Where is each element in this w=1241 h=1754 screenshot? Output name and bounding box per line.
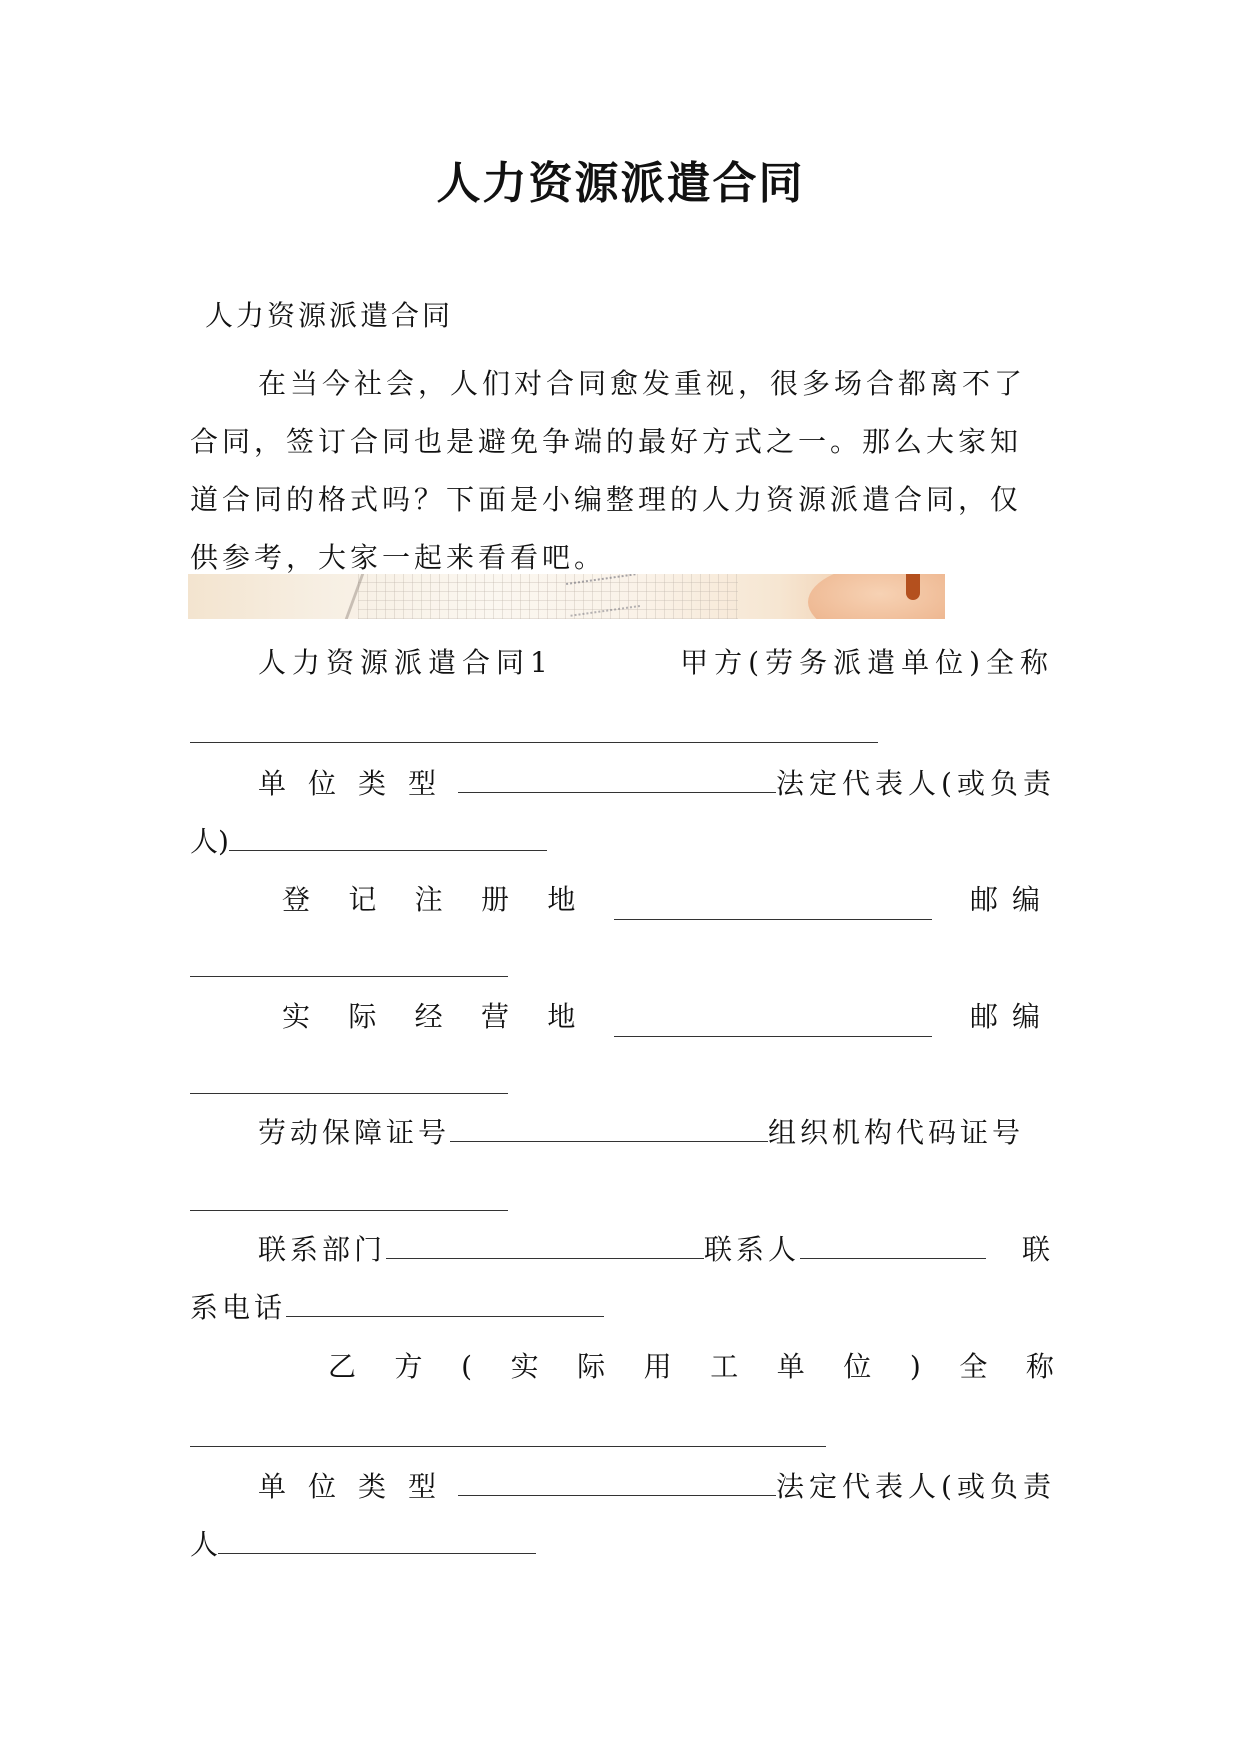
party-b-char: 工 (710, 1350, 739, 1383)
legal-rep-blank (229, 822, 547, 851)
party-b-char: 全 (959, 1350, 988, 1383)
document-subtitle: 人力资源派遣合同 (205, 299, 454, 332)
party-a-full-name-blank (190, 742, 878, 743)
party-b-full-name-blank (190, 1446, 826, 1447)
intro-line: 供参考，大家一起来看看吧。 (190, 541, 607, 574)
contact-line (258, 1230, 1054, 1270)
business-place-char: 经 (414, 1000, 443, 1033)
business-place-line (282, 997, 1054, 1037)
unit-type-label: 单位类型 (258, 767, 459, 800)
legal-rep-blank (218, 1525, 536, 1554)
decorative-photo (188, 574, 945, 619)
postcode-label: 邮编 (969, 883, 1054, 916)
org-code-label: 组织机构代码证号 (768, 1116, 1025, 1149)
unit-type-line-a (258, 764, 1056, 804)
unit-type-blank (458, 764, 776, 793)
postcode-label: 邮编 (969, 1000, 1054, 1033)
registered-place-char: 注 (414, 883, 443, 916)
intro-line: 道合同的格式吗？下面是小编整理的人力资源派遣合同，仅 (190, 483, 1023, 516)
unit-type-label: 单位类型 (258, 1470, 459, 1503)
legal-rep-tail: 人 (190, 1528, 219, 1561)
intro-line: 合同，签订合同也是避免争端的最好方式之一。那么大家知 (190, 425, 1023, 458)
registered-place-line (282, 880, 1054, 920)
legal-rep-label: 法定代表人(或负责 (776, 767, 1056, 800)
business-place-char: 营 (480, 1000, 509, 1033)
business-place-char: 际 (348, 1000, 377, 1033)
party-b-char: 实 (510, 1350, 539, 1383)
party-b-char: 位 (843, 1350, 872, 1383)
legal-rep-label: 法定代表人(或负责 (776, 1470, 1056, 1503)
intro-paragraph (190, 355, 1054, 587)
party-b-char: ) (909, 1350, 921, 1383)
registered-place-char: 登 (282, 883, 311, 916)
unit-type-line-b (258, 1467, 1056, 1507)
business-postcode-blank (190, 1093, 508, 1094)
party-b-char: 用 (643, 1350, 672, 1383)
party-b-full-name-line (328, 1347, 1054, 1387)
business-place-char: 地 (547, 1000, 576, 1033)
unit-type-blank (458, 1467, 776, 1496)
business-place-blank (614, 1008, 932, 1037)
labor-cert-line (258, 1113, 1024, 1153)
party-b-char: 单 (776, 1350, 805, 1383)
org-code-blank (190, 1210, 508, 1211)
party-b-char: ( (461, 1350, 473, 1383)
legal-rep-line-b (190, 1525, 536, 1565)
legal-rep-line-a (190, 822, 547, 862)
contact-tel-blank (286, 1288, 604, 1317)
contract-heading: 人力资源派遣合同1 (258, 646, 554, 679)
contact-dept-label: 联系部门 (258, 1233, 387, 1266)
registered-place-blank (614, 891, 932, 920)
registered-place-char: 地 (547, 883, 576, 916)
contract-heading-line (258, 643, 1054, 683)
contact-person-blank (800, 1230, 986, 1259)
party-a-full-name-label: 甲方(劳务派遣单位)全称 (680, 646, 1054, 679)
labor-cert-label: 劳动保障证号 (258, 1116, 451, 1149)
contact-tel-label-start: 联 (1021, 1233, 1054, 1266)
contact-dept-blank (386, 1230, 704, 1259)
contact-person-label: 联系人 (704, 1233, 801, 1266)
party-b-char: 乙 (328, 1350, 357, 1383)
contact-tel-line (190, 1288, 604, 1328)
labor-cert-blank (450, 1113, 768, 1142)
intro-line: 在当今社会，人们对合同愈发重视，很多场合都离不了 (258, 367, 1027, 400)
registered-postcode-blank (190, 976, 508, 977)
contact-tel-label: 系电话 (190, 1291, 287, 1324)
registered-place-char: 记 (348, 883, 377, 916)
party-b-char: 称 (1025, 1350, 1054, 1383)
registered-place-char: 册 (480, 883, 509, 916)
business-place-char: 实 (282, 1000, 311, 1033)
document-title: 人力资源派遣合同 (436, 158, 805, 209)
party-b-char: 际 (577, 1350, 606, 1383)
party-b-char: 方 (394, 1350, 423, 1383)
legal-rep-tail: 人) (190, 825, 229, 858)
